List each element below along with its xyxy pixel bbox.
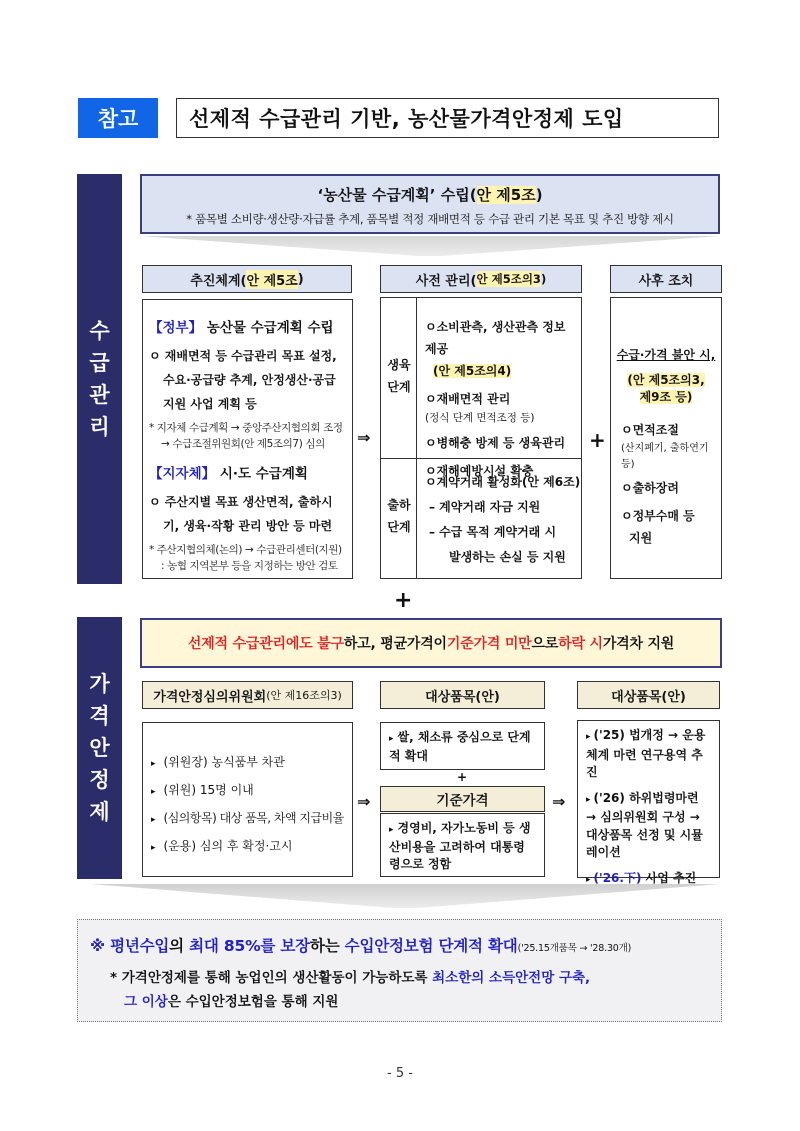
arrow-icon: ⇒: [357, 792, 371, 811]
committee-item: [151, 805, 344, 833]
note-part: 은 수입안정보험을 통해 지원: [167, 994, 339, 1010]
page-number: - 5 -: [387, 1066, 413, 1081]
shipping-stage-label: [381, 494, 417, 538]
side-char: 급: [89, 351, 110, 375]
growth-item-ref: (안 제5조의4): [433, 364, 512, 378]
post-action-box: [610, 297, 722, 579]
growth-item: ㅇ소비관측, 생산관측 정보 제공: [425, 320, 566, 356]
funnel-arrow: [140, 236, 720, 256]
join-plus-icon: +: [394, 588, 413, 613]
triangle-bullet-icon: ▸: [151, 815, 156, 825]
header-committee: [142, 681, 353, 709]
local-tag: 【지자체】: [149, 466, 216, 482]
banner-part: 기준가격 미만: [446, 636, 532, 652]
shipping-item: ㅇ계약거래 활성화(안 제6조): [425, 475, 581, 489]
plan-title-text: ‘농산물 수급계획’ 수립(: [317, 186, 477, 204]
page-title: 선제적 수급관리 기반, 농산물가격안정제 도입: [176, 98, 719, 138]
schedule-year: ('25): [593, 728, 625, 742]
header-label: 대상품목(안): [611, 689, 686, 705]
schedule-box: [577, 720, 720, 885]
side-char: 안: [89, 736, 110, 760]
target-items-text: 쌀, 채소류 중심으로 단계적 확대: [389, 730, 531, 763]
post-item: ㅇ정부수매 등: [621, 509, 695, 523]
banner-part: 선제적 수급관리에도 불구: [187, 636, 344, 652]
base-price-box: [380, 813, 545, 877]
stage-label-line: 생육: [387, 358, 411, 372]
base-price-label: 기준가격: [380, 786, 545, 812]
note-sub: [90, 966, 709, 1014]
committee-item: [151, 777, 344, 805]
system-box: [142, 299, 353, 579]
header-label: 사후 조치: [638, 273, 694, 289]
note-part: 그 이상: [124, 994, 168, 1010]
post-ref: 제9조 등): [639, 390, 693, 404]
side-label-supply: [77, 174, 122, 584]
insurance-note-box: [77, 919, 722, 1022]
note-part: 의: [169, 937, 190, 955]
note-part: 수입안정보험 단계적 확대: [344, 937, 518, 955]
government-note: * 지자체 수급계획 → 중앙주산지협의회 조정 → 수급조절위원회(안 제5조의7) 심의: [149, 422, 343, 450]
plan-title-ref: 안 제5조: [476, 186, 536, 204]
reference-mark-icon: ※: [90, 937, 105, 955]
header-end: ): [297, 271, 304, 287]
schedule-text: 하위법령마련 → 심의위원회 구성 → 대상품목 선정 및 시뮬레이션: [586, 790, 703, 859]
header-ref: (안 제16조의3): [266, 689, 342, 702]
shipping-item: 발생하는 손실 등 지원: [449, 550, 566, 564]
post-item-sub: (산지폐기, 출하연기 등): [621, 443, 709, 470]
schedule-year: ('26.下): [593, 870, 642, 885]
note-part: 평년수입: [110, 937, 170, 955]
committee-item-text: (위원장) 농식품부 차관: [163, 755, 285, 769]
side-char: 관: [89, 383, 110, 407]
header-system: [142, 265, 352, 293]
note-small: ('25.15개품목 → '28.30개): [517, 943, 632, 954]
post-item: 지원: [629, 531, 653, 545]
committee-item-text: (운용) 심의 후 확정·고시: [163, 839, 293, 853]
triangle-bullet-icon: ▸: [586, 874, 591, 885]
shipping-item: – 계약거래 자금 지원: [429, 500, 541, 514]
note-main: [90, 934, 709, 956]
reference-badge: 참고: [78, 98, 158, 138]
post-condition: 수급·가격 불안 시,: [616, 348, 716, 362]
triangle-bullet-icon: ▸: [151, 759, 156, 769]
post-items: [611, 419, 721, 549]
target-items-box: [380, 722, 545, 770]
side-label-price: [77, 617, 122, 879]
supply-plan-box: [140, 174, 720, 234]
triangle-bullet-icon: ▸: [389, 825, 394, 835]
committee-item-text: (위원) 15명 이내: [163, 783, 254, 797]
side-char: 리: [89, 415, 110, 439]
committee-item: [151, 749, 344, 777]
government-item: ㅇ 재배면적 등 수급관리 목표 설정, 수요·공급량 추계, 안정생산·공급 지원 사업 계획 등: [149, 349, 337, 411]
plan-title-end: ): [535, 186, 543, 204]
header-pre-management: [380, 265, 582, 293]
post-ref: (안 제5조의3,: [627, 373, 705, 387]
growth-item: ㅇ재해예방시설 확충: [425, 464, 534, 478]
growth-item: ㅇ병해충 방제 등 생육관리: [425, 436, 566, 450]
schedule-text: 사업 추진: [645, 870, 697, 885]
schedule-item: [586, 790, 711, 862]
header-ref: 안 제5조: [246, 270, 297, 289]
banner-part: 하락 시: [558, 636, 603, 652]
local-head: 시·도 수급계획: [219, 466, 308, 482]
triangle-bullet-icon: ▸: [389, 734, 394, 744]
local-note: * 주산지협의체(논의) → 수급관리센터(지원) : 농협 지역본부 등을 지정하는 방안 검토: [149, 544, 342, 572]
stage-label-line: 출하: [387, 498, 411, 512]
plus-icon: +: [589, 428, 606, 452]
local-item: ㅇ 주산지별 목표 생산면적, 출하시기, 생육·작황 관리 방안 등 마련: [149, 495, 333, 533]
note-part: 하는: [309, 937, 345, 955]
header-label: 가격안정심의위원회: [153, 689, 267, 705]
schedule-text: 법개정 → 운용체계 마련 연구용역 추진: [586, 728, 706, 779]
base-price-desc: 경영비, 자가노동비 등 생산비용을 고려하여 대통령령으로 정함: [389, 821, 531, 871]
funnel-arrow: [90, 884, 720, 908]
triangle-bullet-icon: ▸: [151, 843, 156, 853]
triangle-bullet-icon: ▸: [151, 787, 156, 797]
plus-icon: +: [457, 770, 468, 784]
header-post-action: [610, 265, 722, 293]
growth-item: ㅇ재배면적 관리: [425, 392, 511, 406]
committee-box: [142, 722, 353, 877]
post-item: ㅇ면적조절: [621, 423, 679, 437]
stage-label-line: 단계: [387, 380, 411, 394]
header-label: 대상품목(안): [425, 689, 500, 705]
growth-stage-content: [425, 316, 581, 482]
plan-title: [142, 184, 718, 205]
banner-part: 으로: [531, 636, 559, 652]
government-head: 농산물 수급계획 수립: [206, 320, 334, 336]
header-end: ): [540, 272, 547, 286]
arrow-icon: ⇒: [552, 792, 566, 811]
schedule-item: [586, 727, 711, 782]
banner-part: 하고, 평균가격이: [343, 636, 447, 652]
side-char: 정: [89, 768, 110, 792]
shipping-item: – 수급 목적 계약거래 시: [429, 525, 557, 539]
local-heading: [149, 462, 346, 482]
schedule-year: ('26): [593, 790, 625, 805]
side-char: 격: [89, 704, 110, 728]
note-part: 최소한의 소득안전망 구축,: [432, 970, 591, 986]
price-banner: [140, 618, 722, 668]
shipping-stage-content: [425, 470, 580, 570]
header-ref: 안 제5조의3: [476, 272, 541, 286]
note-part: * 가격안정제를 통해 농업인의 생산활동이 가능하도록: [110, 970, 433, 986]
stage-label-line: 단계: [387, 520, 411, 534]
header-label: 사전 관리(: [415, 273, 477, 289]
side-char: 제: [89, 800, 110, 824]
pre-management-box: [380, 297, 582, 579]
government-heading: [149, 316, 346, 336]
growth-stage-label: [381, 354, 417, 398]
post-item: ㅇ출하장려: [621, 481, 679, 495]
side-char: 수: [89, 319, 110, 343]
header-schedule: [577, 681, 720, 709]
header-label: 추진체계(: [190, 273, 247, 289]
committee-item-text: (심의항목) 대상 품목, 차액 지급비율: [163, 811, 344, 825]
triangle-bullet-icon: ▸: [586, 794, 591, 805]
plan-subtitle: * 품목별 소비량·생산량·자급률 추계, 품목별 적정 재배면적 등 수급 관리 기본 목표 및 추진 방향 제시: [186, 212, 674, 226]
note-part: 최대 85%를 보장: [189, 937, 310, 955]
header-target-items: [380, 681, 545, 709]
arrow-icon: ⇒: [357, 428, 371, 447]
government-tag: 【정부】: [149, 320, 203, 336]
growth-item-sub: (정식 단계 면적조정 등): [425, 412, 535, 424]
triangle-bullet-icon: ▸: [586, 732, 591, 742]
banner-part: 가격차 지원: [602, 636, 675, 652]
committee-item: [151, 833, 344, 861]
side-char: 가: [89, 672, 110, 696]
